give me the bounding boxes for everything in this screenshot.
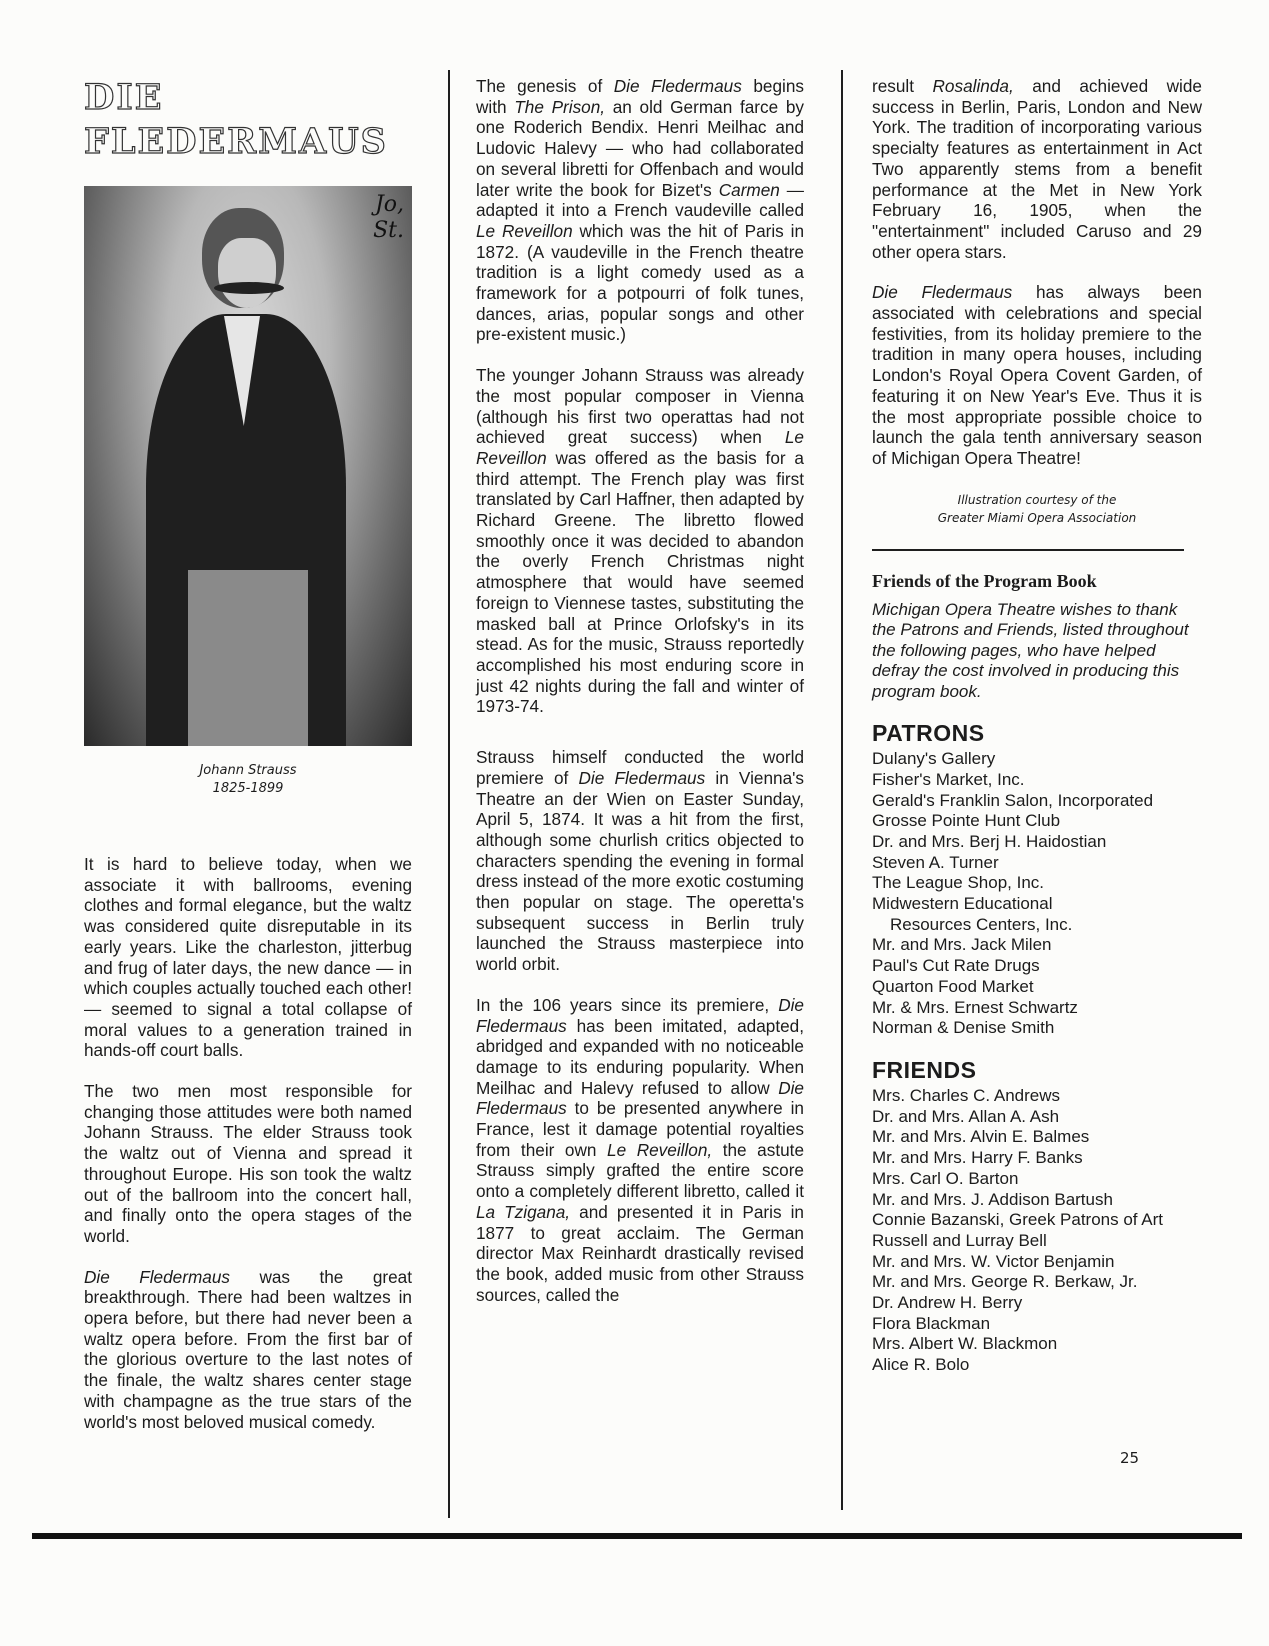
- list-item: Grosse Pointe Hunt Club: [872, 811, 1061, 831]
- list-item: Mrs. Carl O. Barton: [872, 1168, 1019, 1188]
- thanks-paragraph: Michigan Opera Theatre wishes to thank the Patrons and Friends, listed throughout the following pages, who have helped defray the cost involved in producing this program book.: [872, 599, 1189, 701]
- list-item: Mr. and Mrs. George R. Berkaw, Jr.: [872, 1272, 1138, 1292]
- patrons-list: [872, 749, 1202, 1039]
- list-item: Steven A. Turner: [872, 852, 999, 872]
- photo-figure-trousers: [188, 570, 308, 746]
- list-item: Fisher's Market, Inc.: [872, 769, 1025, 789]
- list-item: Mr. and Mrs. Harry F. Banks: [872, 1148, 1083, 1168]
- list-item: Mrs. Charles C. Andrews: [872, 1086, 1060, 1105]
- column-divider: [448, 70, 450, 1518]
- paragraph: result Rosalinda, and achieved wide success in Berlin, Paris, London and New York. The tradition of incorporating various specialty features as entertainment in Act Two apparently stems from a benefit performance at the Met in New York February 16, 1905, when the "entertainment" included Caruso and 29 other opera stars.: [872, 76, 1202, 262]
- list-item: Quarton Food Market: [872, 976, 1034, 996]
- list-item: Dulany's Gallery: [872, 749, 996, 769]
- patrons-heading: PATRONS: [872, 720, 985, 747]
- illustration-credit: Illustration courtesy of the Greater Miami Opera Association: [937, 492, 1137, 525]
- paragraph: It is hard to believe today, when we associate it with ballrooms, evening clothes and formal elegance, but the waltz was considered quite disreputable in its early years. Like the charleston, jitterbug and frug of later days, the new dance — in which couples actually touched each other! — seemed to signal a total collapse of moral values to a generation trained in hands-off court balls.: [84, 854, 412, 1061]
- column-middle: [476, 76, 804, 1305]
- list-item: Mr. & Mrs. Ernest Schwartz: [872, 997, 1078, 1017]
- list-item: Dr. and Mrs. Allan A. Ash: [872, 1106, 1060, 1126]
- list-item: Paul's Cut Rate Drugs: [872, 956, 1040, 976]
- list-item: Alice R. Bolo: [872, 1355, 970, 1375]
- paragraph: Die Fledermaus has always been associated with celebrations and special festivities, from its holiday premiere to the tradition in many opera houses, including London's Royal Opera Covent Garden, of featuring it on New Year's Eve. Thus it is the most appropriate possible choice to launch the gala tenth anniversary season of Michigan Opera Theatre!: [872, 282, 1202, 468]
- list-item: Gerald's Franklin Salon, Incorporated: [872, 790, 1154, 810]
- caption-name: Johann Strauss: [199, 763, 297, 778]
- list-item: Resources Centers, Inc.: [890, 914, 1073, 934]
- johann-strauss-photo: [84, 186, 412, 746]
- list-item: Mr. and Mrs. Jack Milen: [872, 935, 1052, 955]
- list-item: The League Shop, Inc.: [872, 873, 1045, 893]
- paragraph: Strauss himself conducted the world premiere of Die Fledermaus in Vienna's Theatre an der Wien on Easter Sunday, April 5, 1874. It was a hit from the first, although some churlish critics objected to characters spending the evening in formal dress instead of the more exotic costuming then popular on stage. The operetta's subsequent success in Berlin truly launched the Strauss masterpiece into world orbit.: [476, 747, 805, 975]
- paragraph: Die Fledermaus was the great breakthrough. There had been waltzes in opera before, but there had never been a waltz opera before. From the first bar of the glorious overture to the last notes of the finale, the waltz shares center stage with champagne as the true stars of the world's most beloved musical comedy.: [84, 1266, 412, 1432]
- title-line-1: DIE: [84, 77, 164, 118]
- section-divider: [872, 549, 1184, 551]
- photo-figure-mustache: [214, 282, 284, 294]
- photo-figure-face: [218, 238, 276, 308]
- list-item: Mr. and Mrs. J. Addison Bartush: [872, 1189, 1113, 1209]
- caption-years: 1825-1899: [212, 781, 284, 796]
- page-number: 25: [1120, 1449, 1140, 1467]
- list-item: Dr. Andrew H. Berry: [872, 1293, 1023, 1313]
- column-divider: [841, 70, 843, 1510]
- list-item: Russell and Lurray Bell: [872, 1230, 1047, 1250]
- page-title: [84, 76, 412, 164]
- title-line-2: FLEDERMAUS: [84, 121, 388, 162]
- friends-list: [872, 1086, 1202, 1376]
- friends-of-program-book-heading: Friends of the Program Book: [872, 570, 1097, 591]
- list-item: Connie Bazanski, Greek Patrons of Art: [872, 1210, 1164, 1230]
- photo-caption: [84, 762, 412, 798]
- photo-signature: Jo, St.: [373, 192, 404, 243]
- list-item: Mrs. Albert W. Blackmon: [872, 1334, 1058, 1354]
- list-item: Dr. and Mrs. Berj H. Haidostian: [872, 831, 1107, 851]
- paragraph: In the 106 years since its premiere, Die Fledermaus has been imitated, adapted, abridged and expanded with no noticeable damage to its enduring popularity. When Meilhac and Halevy refused to allow Die Fledermaus to be presented anywhere in France, lest it damage potential royalties from their own Le Reveillon, the astute Strauss simply grafted the entire score onto a completely different libretto, called it La Tzigana, and presented it in Paris in 1877 to great acclaim. The German director Max Reinhardt drastically revised the book, added music from other Strauss sources, called the: [476, 994, 804, 1305]
- list-item: Norman & Denise Smith: [872, 1018, 1055, 1038]
- list-item: Mr. and Mrs. Alvin E. Balmes: [872, 1127, 1090, 1147]
- paragraph: The two men most responsible for changing those attitudes were both named Johann Strauss. The elder Strauss took the waltz out of Vienna and spread it throughout Europe. His son took the waltz out of the ballroom into the concert hall, and finally onto the opera stages of the world.: [84, 1081, 412, 1246]
- column-left: [84, 76, 412, 1432]
- paragraph: The younger Johann Strauss was already the most popular composer in Vienna (although his first two operattas had not achieved great success) when Le Reveillon was offered as the basis for a third attempt. The French play was first translated by Carl Haffner, then adapted by Richard Greene. The libretto flowed smoothly once it was decided to abandon the overly French Christmas night atmosphere that would have seemed foreign to Viennese tastes, substituting the masked ball at Prince Orlofsky's in its stead. As for the music, Strauss reportedly accomplished his most enduring score in just 42 nights during the fall and winter of 1973-74.: [476, 365, 804, 717]
- list-item: Flora Blackman: [872, 1313, 991, 1333]
- list-item: Midwestern Educational: [872, 894, 1053, 914]
- bottom-rule: [32, 1533, 1242, 1539]
- list-item: Mr. and Mrs. W. Victor Benjamin: [872, 1251, 1115, 1271]
- paragraph: The genesis of Die Fledermaus begins with The Prison, an old German farce by one Roderich Bendix. Henri Meilhac and Ludovic Halevy — who had collaborated on several libretti for Offenbach and would later write the book for Bizet's Carmen — adapted it into a French vaudeville called Le Reveillon which was the hit of Paris in 1872. (A vaudeville in the French theatre tradition is a light comedy used as a framework for a potpourri of folk tunes, dances, arias, popular songs and other pre-existent music.): [476, 76, 804, 345]
- column-right: [872, 76, 1202, 1376]
- friends-heading: FRIENDS: [872, 1057, 977, 1083]
